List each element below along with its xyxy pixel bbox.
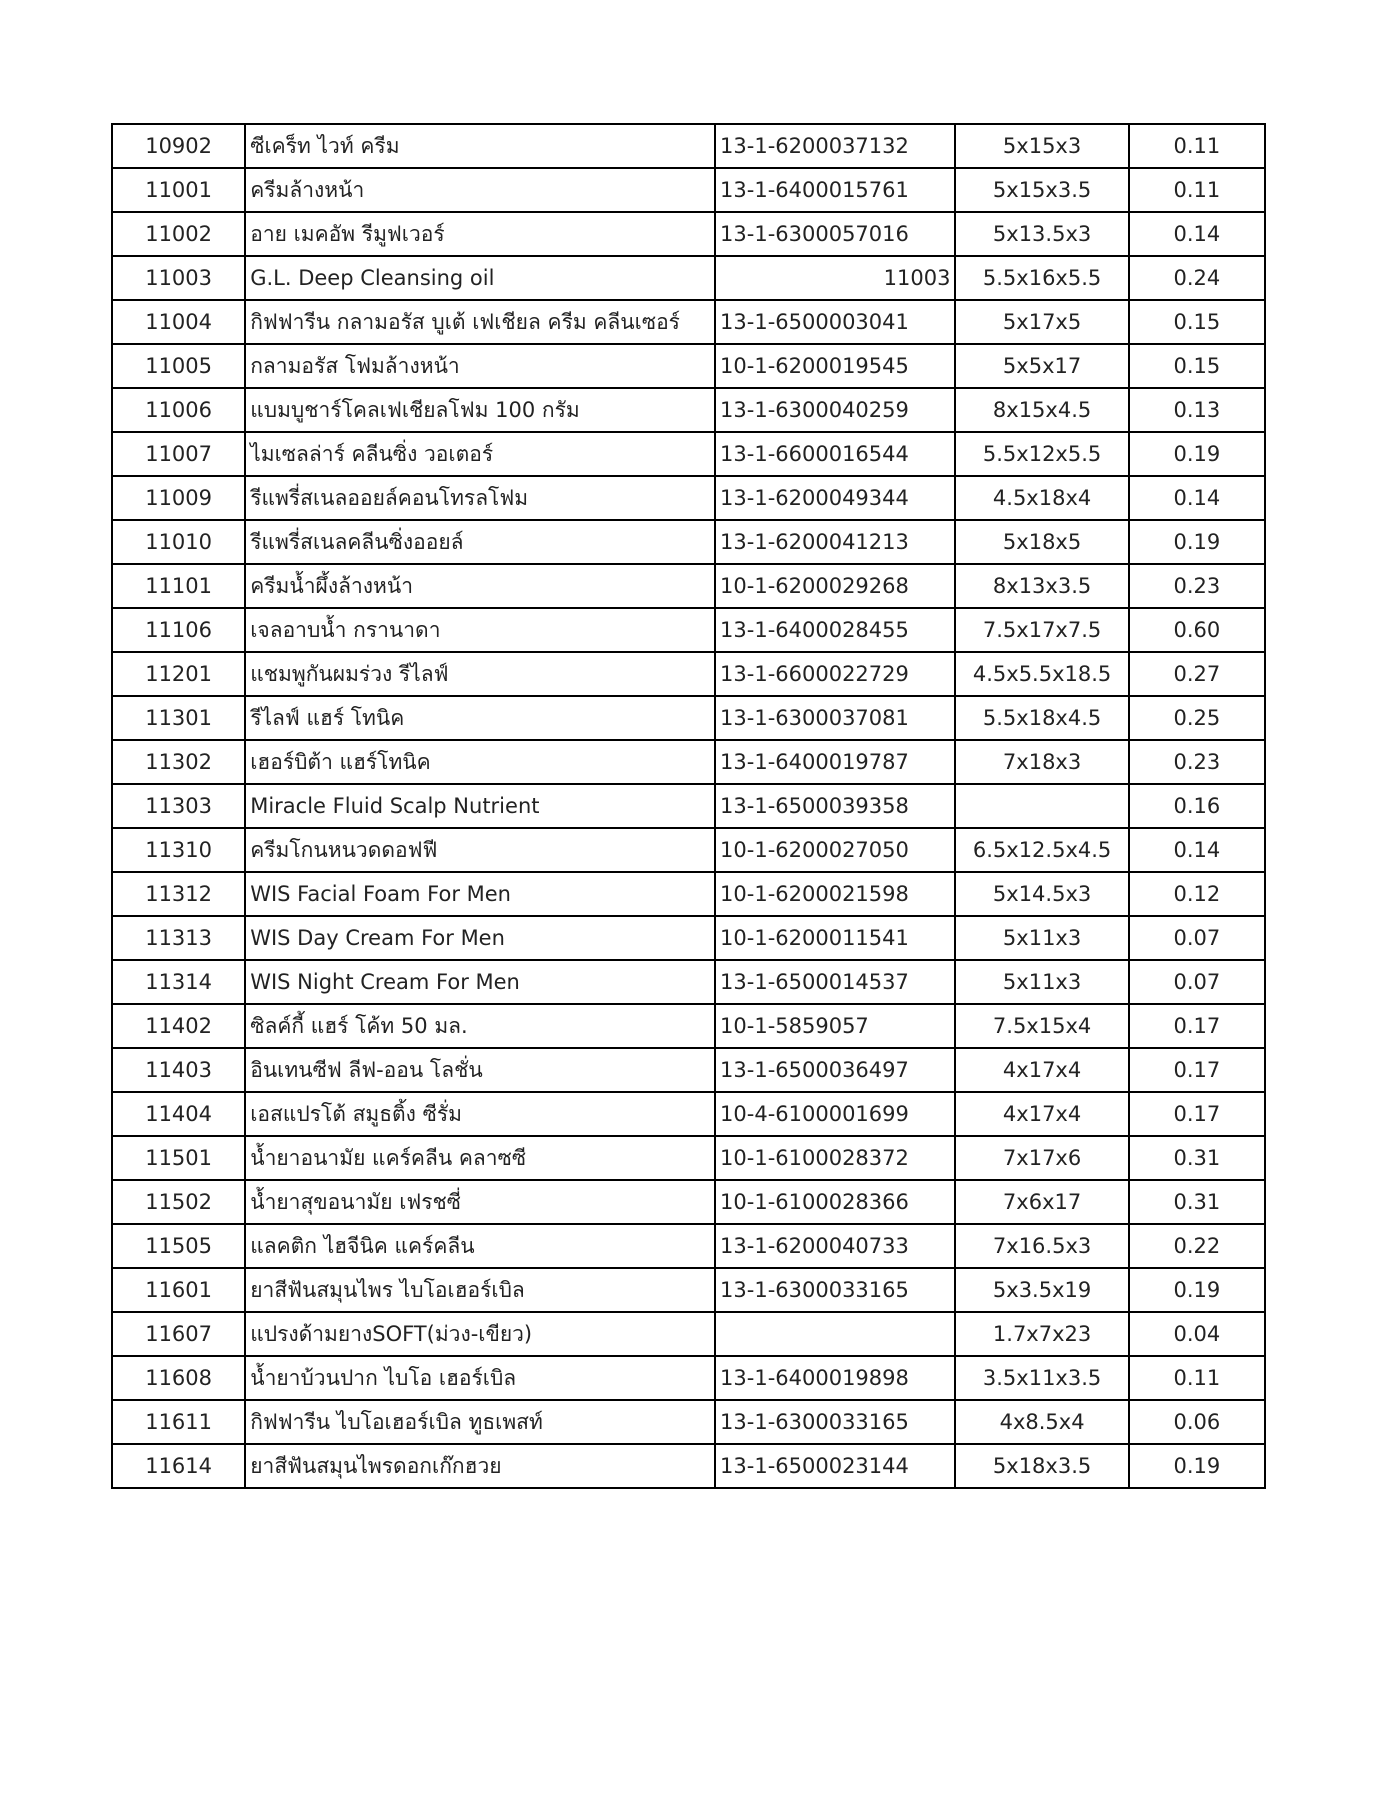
table-row: [112, 388, 1265, 432]
package-size-cell: [955, 784, 1128, 828]
volume-cell: 0.17: [1129, 1048, 1265, 1092]
package-size-cell: 8x15x4.5: [955, 388, 1128, 432]
table-row: [112, 872, 1265, 916]
product-name-cell: กลามอรัส โฟมล้างหน้า: [245, 344, 715, 388]
volume-cell: 0.11: [1129, 124, 1265, 168]
volume-cell: 0.31: [1129, 1180, 1265, 1224]
package-size-cell: 5.5x16x5.5: [955, 256, 1128, 300]
package-size-cell: 4x8.5x4: [955, 1400, 1128, 1444]
package-size-cell: 7.5x15x4: [955, 1004, 1128, 1048]
package-size-cell: 4.5x5.5x18.5: [955, 652, 1128, 696]
product-name-cell: แปรงด้ามยางSOFT(ม่วง-เขียว): [245, 1312, 715, 1356]
product-code-cell: 11608: [112, 1356, 245, 1400]
table-row: [112, 652, 1265, 696]
product-name-cell: WIS Night Cream For Men: [245, 960, 715, 1004]
product-name-cell: WIS Facial Foam For Men: [245, 872, 715, 916]
registration-number-cell: 13-1-6500023144: [715, 1444, 955, 1488]
product-name-cell: ซีเคร็ท ไวท์ ครีม: [245, 124, 715, 168]
registration-number-cell: 13-1-6200049344: [715, 476, 955, 520]
registration-number-cell: 13-1-6400028455: [715, 608, 955, 652]
registration-number-cell: 13-1-6200041213: [715, 520, 955, 564]
product-code-cell: 10902: [112, 124, 245, 168]
package-size-cell: 7x18x3: [955, 740, 1128, 784]
product-name-cell: ยาสีฟันสมุนไพรดอกเก๊กฮวย: [245, 1444, 715, 1488]
volume-cell: 0.25: [1129, 696, 1265, 740]
table-row: [112, 168, 1265, 212]
volume-cell: 0.12: [1129, 872, 1265, 916]
product-name-cell: แบมบูชาร์โคลเฟเชียลโฟม 100 กรัม: [245, 388, 715, 432]
product-table: [111, 123, 1266, 1489]
package-size-cell: 5x18x5: [955, 520, 1128, 564]
table-row: [112, 212, 1265, 256]
table-row: [112, 828, 1265, 872]
product-name-cell: รีแพรี่สเนลคลีนซิ่งออยล์: [245, 520, 715, 564]
package-size-cell: 3.5x11x3.5: [955, 1356, 1128, 1400]
product-code-cell: 11101: [112, 564, 245, 608]
product-code-cell: 11614: [112, 1444, 245, 1488]
table-row: [112, 696, 1265, 740]
registration-number-cell: 10-1-6200021598: [715, 872, 955, 916]
table-row: [112, 1444, 1265, 1488]
volume-cell: 0.07: [1129, 960, 1265, 1004]
table-row: [112, 1004, 1265, 1048]
table-body: [112, 124, 1265, 1488]
table-row: [112, 916, 1265, 960]
registration-number-cell: 13-1-6200037132: [715, 124, 955, 168]
product-name-cell: กิฟฟารีน ไบโอเฮอร์เบิล ทูธเพสท์: [245, 1400, 715, 1444]
product-name-cell: แลคติก ไฮจีนิค แคร์คลีน: [245, 1224, 715, 1268]
registration-number-cell: 10-1-6100028366: [715, 1180, 955, 1224]
volume-cell: 0.24: [1129, 256, 1265, 300]
product-name-cell: น้ำยาสุขอนามัย เฟรชซี่: [245, 1180, 715, 1224]
registration-number-cell: 13-1-6500003041: [715, 300, 955, 344]
registration-number-cell: 13-1-6300037081: [715, 696, 955, 740]
registration-number-cell: 13-1-6600022729: [715, 652, 955, 696]
table-row: [112, 256, 1265, 300]
registration-number-cell: 13-1-6400015761: [715, 168, 955, 212]
registration-number-cell: 13-1-6400019898: [715, 1356, 955, 1400]
product-name-cell: แชมพูกันผมร่วง รีไลฟ์: [245, 652, 715, 696]
registration-number-cell: 10-1-6200019545: [715, 344, 955, 388]
product-name-cell: เจลอาบน้ำ กรานาดา: [245, 608, 715, 652]
table-row: [112, 1224, 1265, 1268]
table-row: [112, 564, 1265, 608]
package-size-cell: 5x14.5x3: [955, 872, 1128, 916]
volume-cell: 0.06: [1129, 1400, 1265, 1444]
package-size-cell: 7x17x6: [955, 1136, 1128, 1180]
product-name-cell: Miracle Fluid Scalp Nutrient: [245, 784, 715, 828]
table-row: [112, 124, 1265, 168]
volume-cell: 0.15: [1129, 300, 1265, 344]
registration-number-cell: 10-4-6100001699: [715, 1092, 955, 1136]
registration-number-cell: 13-1-6300033165: [715, 1268, 955, 1312]
package-size-cell: 1.7x7x23: [955, 1312, 1128, 1356]
product-code-cell: 11009: [112, 476, 245, 520]
product-code-cell: 11310: [112, 828, 245, 872]
registration-number-cell: 13-1-6300033165: [715, 1400, 955, 1444]
product-code-cell: 11313: [112, 916, 245, 960]
package-size-cell: 5x15x3: [955, 124, 1128, 168]
package-size-cell: 7x6x17: [955, 1180, 1128, 1224]
package-size-cell: 5.5x12x5.5: [955, 432, 1128, 476]
registration-number-cell: 10-1-6200011541: [715, 916, 955, 960]
volume-cell: 0.11: [1129, 1356, 1265, 1400]
registration-number-cell: 13-1-6300057016: [715, 212, 955, 256]
product-name-cell: ครีมน้ำผึ้งล้างหน้า: [245, 564, 715, 608]
package-size-cell: 5x15x3.5: [955, 168, 1128, 212]
product-code-cell: 11611: [112, 1400, 245, 1444]
volume-cell: 0.22: [1129, 1224, 1265, 1268]
product-name-cell: ไมเซลล่าร์ คลีนซิ่ง วอเตอร์: [245, 432, 715, 476]
package-size-cell: 5.5x18x4.5: [955, 696, 1128, 740]
volume-cell: 0.17: [1129, 1004, 1265, 1048]
volume-cell: 0.19: [1129, 1268, 1265, 1312]
package-size-cell: 4x17x4: [955, 1048, 1128, 1092]
product-name-cell: อินเทนซีฟ ลีฟ-ออน โลชั่น: [245, 1048, 715, 1092]
product-name-cell: ซิลค์กี้ แฮร์ โค้ท 50 มล.: [245, 1004, 715, 1048]
product-code-cell: 11302: [112, 740, 245, 784]
product-code-cell: 11312: [112, 872, 245, 916]
table-row: [112, 300, 1265, 344]
product-name-cell: ครีมโกนหนวดดอฟฟี: [245, 828, 715, 872]
registration-number-cell: 13-1-6500014537: [715, 960, 955, 1004]
product-name-cell: รีแพรี่สเนลออยล์คอนโทรลโฟม: [245, 476, 715, 520]
registration-number-cell: [715, 1312, 955, 1356]
volume-cell: 0.23: [1129, 740, 1265, 784]
package-size-cell: 7.5x17x7.5: [955, 608, 1128, 652]
product-name-cell: ยาสีฟันสมุนไพร ไบโอเฮอร์เบิล: [245, 1268, 715, 1312]
package-size-cell: 5x3.5x19: [955, 1268, 1128, 1312]
table-row: [112, 520, 1265, 564]
product-code-cell: 11201: [112, 652, 245, 696]
volume-cell: 0.07: [1129, 916, 1265, 960]
volume-cell: 0.14: [1129, 476, 1265, 520]
registration-number-cell: 13-1-6200040733: [715, 1224, 955, 1268]
volume-cell: 0.16: [1129, 784, 1265, 828]
package-size-cell: 7x16.5x3: [955, 1224, 1128, 1268]
product-code-cell: 11003: [112, 256, 245, 300]
volume-cell: 0.11: [1129, 168, 1265, 212]
product-name-cell: กิฟฟารีน กลามอรัส บูเต้ เฟเชียล ครีม คลีนเซอร์: [245, 300, 715, 344]
table-row: [112, 1400, 1265, 1444]
product-code-cell: 11004: [112, 300, 245, 344]
package-size-cell: 5x5x17: [955, 344, 1128, 388]
table-row: [112, 1048, 1265, 1092]
product-code-cell: 11002: [112, 212, 245, 256]
table-row: [112, 476, 1265, 520]
registration-number-cell: 13-1-6500039358: [715, 784, 955, 828]
table-row: [112, 784, 1265, 828]
volume-cell: 0.04: [1129, 1312, 1265, 1356]
table-row: [112, 960, 1265, 1004]
package-size-cell: 4x17x4: [955, 1092, 1128, 1136]
registration-number-cell: 10-1-6200029268: [715, 564, 955, 608]
product-code-cell: 11106: [112, 608, 245, 652]
package-size-cell: 8x13x3.5: [955, 564, 1128, 608]
product-code-cell: 11301: [112, 696, 245, 740]
product-code-cell: 11404: [112, 1092, 245, 1136]
product-name-cell: ครีมล้างหน้า: [245, 168, 715, 212]
product-name-cell: อาย เมคอัพ รีมูฟเวอร์: [245, 212, 715, 256]
table-row: [112, 608, 1265, 652]
package-size-cell: 5x17x5: [955, 300, 1128, 344]
volume-cell: 0.15: [1129, 344, 1265, 388]
product-code-cell: 11402: [112, 1004, 245, 1048]
volume-cell: 0.19: [1129, 1444, 1265, 1488]
product-name-cell: เฮอร์บิต้า แฮร์โทนิค: [245, 740, 715, 784]
registration-number-cell: 13-1-6300040259: [715, 388, 955, 432]
product-code-cell: 11403: [112, 1048, 245, 1092]
registration-number-cell: 10-1-6100028372: [715, 1136, 955, 1180]
package-size-cell: 5x11x3: [955, 916, 1128, 960]
volume-cell: 0.23: [1129, 564, 1265, 608]
product-name-cell: G.L. Deep Cleansing oil: [245, 256, 715, 300]
product-code-cell: 11010: [112, 520, 245, 564]
table-row: [112, 1356, 1265, 1400]
product-code-cell: 11601: [112, 1268, 245, 1312]
product-name-cell: น้ำยาบ้วนปาก ไบโอ เฮอร์เบิล: [245, 1356, 715, 1400]
table-row: [112, 344, 1265, 388]
table-row: [112, 1312, 1265, 1356]
table-row: [112, 740, 1265, 784]
product-name-cell: รีไลฟ์ แฮร์ โทนิค: [245, 696, 715, 740]
product-code-cell: 11303: [112, 784, 245, 828]
package-size-cell: 4.5x18x4: [955, 476, 1128, 520]
volume-cell: 0.31: [1129, 1136, 1265, 1180]
product-code-cell: 11007: [112, 432, 245, 476]
product-name-cell: เอสแปรโต้ สมูธติ้ง ซีรั่ม: [245, 1092, 715, 1136]
registration-number-cell: 13-1-6400019787: [715, 740, 955, 784]
package-size-cell: 5x11x3: [955, 960, 1128, 1004]
product-code-cell: 11501: [112, 1136, 245, 1180]
table-row: [112, 1092, 1265, 1136]
registration-number-cell: 13-1-6500036497: [715, 1048, 955, 1092]
product-code-cell: 11607: [112, 1312, 245, 1356]
registration-number-cell: 10-1-6200027050: [715, 828, 955, 872]
volume-cell: 0.60: [1129, 608, 1265, 652]
volume-cell: 0.27: [1129, 652, 1265, 696]
registration-number-cell: 13-1-6600016544: [715, 432, 955, 476]
product-code-cell: 11006: [112, 388, 245, 432]
volume-cell: 0.19: [1129, 432, 1265, 476]
volume-cell: 0.19: [1129, 520, 1265, 564]
product-code-cell: 11505: [112, 1224, 245, 1268]
package-size-cell: 5x18x3.5: [955, 1444, 1128, 1488]
table-row: [112, 1136, 1265, 1180]
volume-cell: 0.14: [1129, 212, 1265, 256]
package-size-cell: 6.5x12.5x4.5: [955, 828, 1128, 872]
product-code-cell: 11314: [112, 960, 245, 1004]
registration-number-cell: 10-1-5859057: [715, 1004, 955, 1048]
table-row: [112, 432, 1265, 476]
product-code-cell: 11001: [112, 168, 245, 212]
product-name-cell: น้ำยาอนามัย แคร์คลีน คลาซซี: [245, 1136, 715, 1180]
registration-number-cell: 11003: [715, 256, 955, 300]
product-name-cell: WIS Day Cream For Men: [245, 916, 715, 960]
product-code-cell: 11005: [112, 344, 245, 388]
table-row: [112, 1180, 1265, 1224]
volume-cell: 0.13: [1129, 388, 1265, 432]
package-size-cell: 5x13.5x3: [955, 212, 1128, 256]
volume-cell: 0.17: [1129, 1092, 1265, 1136]
product-code-cell: 11502: [112, 1180, 245, 1224]
volume-cell: 0.14: [1129, 828, 1265, 872]
table-row: [112, 1268, 1265, 1312]
